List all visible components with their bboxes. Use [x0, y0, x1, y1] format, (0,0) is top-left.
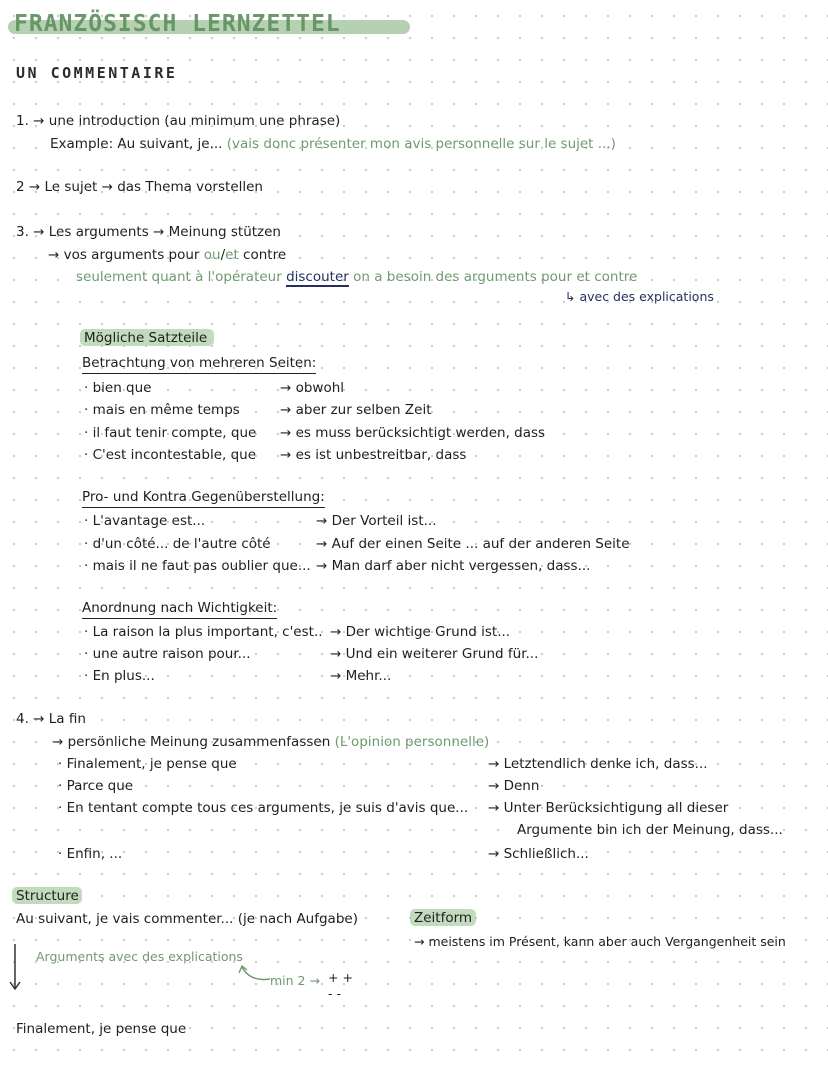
structure-line1: [16, 910, 358, 928]
phrase-fr: · mais en même temps: [84, 402, 240, 418]
group-heading: Betrachtung von mehreren Seiten:: [82, 354, 316, 374]
phrase-fr: · L'avantage est...: [84, 513, 206, 529]
step3-sub-prefix: → vos arguments pour: [48, 247, 200, 263]
step3-note-a: seulement quant à l'opérateur: [76, 269, 282, 285]
structure-min: min 2 →: [270, 973, 320, 988]
group-heading: Pro- und Kontra Gegenüberstellung:: [82, 488, 325, 508]
closing-de: → Unter Berücksichtigung all dieser: [488, 800, 729, 816]
structure-minus: - -: [328, 986, 341, 1001]
satzteile-heading: Mögliche Satzteile: [84, 330, 208, 346]
phrase-fr: · bien que: [84, 380, 152, 396]
step3-sub: [48, 246, 286, 264]
step3-sub-suffix: contre: [243, 247, 287, 263]
step4-line: 4. → La fin: [16, 711, 86, 727]
phrase-de: → Man darf aber nicht vergessen, dass...: [316, 558, 591, 574]
step1-example: [50, 135, 616, 153]
zeitform-heading: Zeitform: [414, 910, 473, 926]
structure-final: Finalement, je pense que: [16, 1021, 187, 1037]
closing-fr: · En tentant compte tous ces arguments, je suis d'avis que...: [58, 800, 469, 816]
step1-example-label: Example: Au suivant, je...: [50, 136, 223, 152]
curved-arrow-icon: [236, 962, 272, 984]
step3-note-b: on a besoin des arguments pour et contre: [353, 269, 638, 285]
phrase-de: → Und ein weiterer Grund für...: [330, 646, 539, 662]
structure-heading: Structure: [16, 888, 79, 904]
step3-note-arrow: ↳ avec des explications: [565, 289, 714, 304]
phrase-fr: · mais il ne faut pas oublier que...: [84, 558, 311, 574]
closing-fr: · Parce que: [58, 778, 134, 794]
phrase-de: → es muss berücksichtigt werden, dass: [280, 425, 546, 441]
step3-sub-ou: ou: [203, 247, 221, 263]
step4-sub-text: → persönliche Meinung zusammenfassen: [52, 734, 331, 750]
zeitform-line: → meistens im Présent, kann aber auch Vergangenheit sein: [414, 934, 786, 949]
phrase-de: → Auf der einen Seite ... auf der anderen Seite: [316, 536, 630, 552]
phrase-fr: · une autre raison pour...: [84, 646, 251, 662]
closing-de: → Letztendlich denke ich, dass...: [488, 756, 708, 772]
phrase-fr: · La raison la plus important, c'est..: [84, 624, 323, 640]
phrase-fr: · En plus...: [84, 668, 155, 684]
step3-line: 3. → Les arguments → Meinung stützen: [16, 224, 281, 240]
section-heading: UN COMMENTAIRE: [16, 64, 178, 82]
step4-sub: [52, 733, 489, 751]
phrase-de: → es ist unbestreitbar, dass: [280, 447, 467, 463]
step3-sub-et: et: [225, 247, 239, 263]
step2-line: 2 → Le sujet → das Thema vorstellen: [16, 179, 263, 195]
structure-arguments: Arguments avec des explications: [36, 949, 243, 964]
down-arrow-icon: [6, 942, 24, 994]
structure-plus: + +: [328, 970, 353, 985]
closing-fr: · Finalement, je pense que: [58, 756, 237, 772]
step4-sub-note: (L'opinion personnelle): [334, 734, 490, 750]
page-title: FRANZÖSISCH LERNZETTEL: [14, 11, 341, 37]
phrase-de: → obwohl: [280, 380, 345, 396]
phrase-de: → aber zur selben Zeit: [280, 402, 432, 418]
phrase-fr: · C'est incontestable, que: [84, 447, 257, 463]
group-heading: Anordnung nach Wichtigkeit:: [82, 599, 277, 619]
step3-note-word: discouter: [286, 269, 349, 285]
phrase-de: → Der wichtige Grund ist...: [330, 624, 511, 640]
closing-de: Argumente bin ich der Meinung, dass...: [517, 822, 783, 838]
phrase-de: → Der Vorteil ist...: [316, 513, 437, 529]
step1-line: 1. → une introduction (au minimum une phrase): [16, 113, 341, 129]
step1-example-note: (vais donc présenter mon avis personnelle sur le sujet ...): [226, 136, 616, 152]
closing-de: → Denn: [488, 778, 540, 794]
closing-fr: · Enfin, ...: [58, 846, 123, 862]
closing-de: → Schließlich...: [488, 846, 589, 862]
structure-line1-text: Au suivant, je vais commenter...: [16, 911, 234, 927]
structure-line1-note: (je nach Aufgabe): [237, 911, 358, 927]
phrase-fr: · d'un côté... de l'autre côté: [84, 536, 271, 552]
phrase-fr: · il faut tenir compte, que: [84, 425, 257, 441]
step3-note: [76, 268, 637, 286]
step3-sub-slash: /: [220, 247, 226, 263]
phrase-de: → Mehr...: [330, 668, 392, 684]
